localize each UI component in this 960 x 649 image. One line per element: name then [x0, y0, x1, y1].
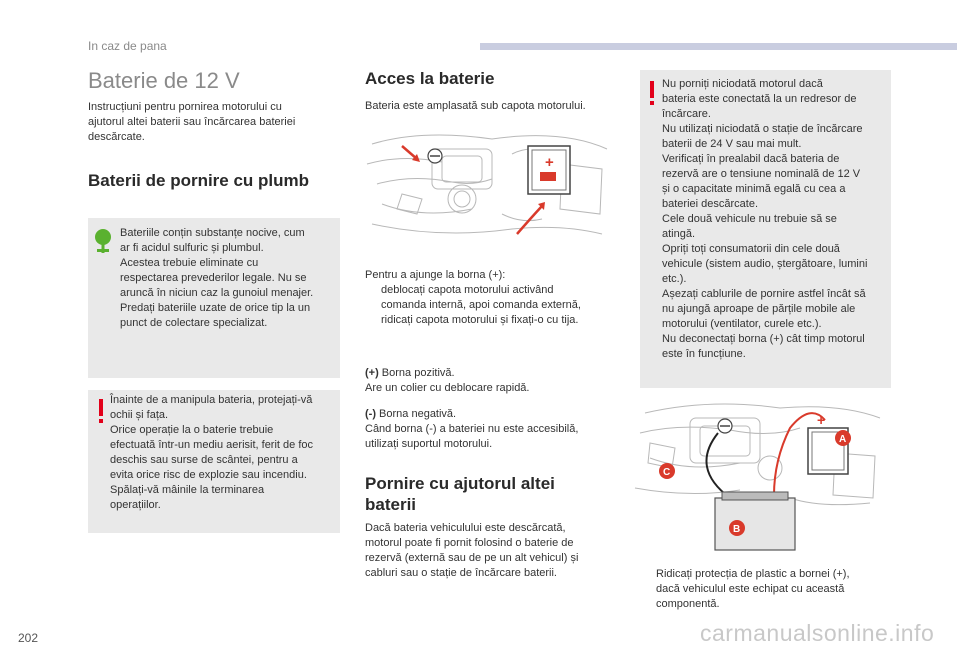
- list-item: ridicați capota motorului și fixați-o cu tija.: [381, 314, 579, 326]
- list-item: Ridicați protecția de plastic a bornei (+), dacă vehiculul este echipat cu această componentă.: [656, 568, 850, 610]
- negative-terminal-label: (-): [365, 408, 376, 420]
- car-battery-plus-symbol: +: [817, 412, 826, 428]
- subtitle-jump-start: Pornire cu ajutorul altei baterii: [365, 474, 555, 514]
- warning-exclamation-icon: [647, 80, 657, 106]
- page-number: 202: [18, 631, 39, 645]
- watermark: carmanualsonline.info: [700, 620, 935, 646]
- jump-start-text: Dacă bateria vehiculului este descărcată, motorul poate fi pornit folosind o baterie de rezervă (externă sau de pe un alt vehicul) și cabluri sau o stație de încărcare baterii.: [365, 522, 579, 579]
- eco-note-box: [88, 218, 340, 378]
- leaf-icon: [94, 228, 112, 254]
- jump-start-diagram: [630, 398, 895, 558]
- subtitle-battery-access: Acces la baterie: [365, 69, 495, 88]
- warning-note-text: Înainte de a manipula bateria, protejați-vă ochii și fața. Orice operație la o baterie trebuie efectuată într-un mediu aerisit, ferit de foc deschis sau surse de scântei, pentru a evita orice risc de explozie sau incendiu. Spălați-vă mâinile la terminarea operațiilor.: [110, 394, 313, 511]
- jump-start-warning-text: Nu porniți niciodată motorul dacă bateria este conectată la un redresor de încărcare. Nu utilizați niciodată o stație de încărcare baterii de 24 V sau mai mult. Verificați în prealabil dacă bateria de rezervă are o tensiune nominală de 12 V și o capacitate minimă egală cu cea a bateriei descărcate. Cele două vehicule nu trebuie să se atingă. Opriți toți consumatorii din cele două vehicule (sistem audio, ștergătoare, lumini etc.). Așezați cablurile de pornire astfel încât să nu ajungă aproape de părțile mobile ale motorului (ventilator, curele etc.). Nu deconectați borna (+) cât timp motorul este în funcțiune.: [662, 78, 868, 360]
- battery-location-text: Bateria este amplasată sub capota motorului.: [365, 100, 586, 112]
- header-bar: [480, 43, 957, 50]
- positive-terminal-block: (+) Borna pozitivă. Are un colier cu deblocare rapidă.: [365, 366, 620, 396]
- positive-terminal-desc: Are un colier cu deblocare rapidă.: [365, 382, 530, 394]
- negative-terminal-block: (-) Borna negativă. Când borna (-) a bateriei nu este accesibilă, utilizați suportul motorului.: [365, 407, 620, 452]
- engine-bay-illustration: [362, 124, 617, 246]
- positive-terminal-label: (+): [365, 367, 379, 379]
- label-c: C: [663, 467, 671, 478]
- access-steps-list: [365, 283, 620, 328]
- battery-plus-symbol: +: [545, 154, 554, 171]
- jump-steps-list: [640, 567, 890, 612]
- steps-intro: Pentru a ajunge la borna (+):: [365, 269, 506, 281]
- label-b: B: [733, 524, 741, 535]
- eco-note-text: Bateriile conțin substanțe nocive, cum ar fi acidul sulfuric și plumbul. Acestea trebuie eliminate cu respectarea prevederilor legale. Nu se aruncă în niciun caz la gunoiul menajer. Predați bateriile uzate de orice tip la un punct de colectare specializat.: [120, 227, 314, 329]
- subtitle-lead-batteries: Baterii de pornire cu plumb: [88, 171, 310, 190]
- jump-start-warning-box: [640, 70, 891, 388]
- warning-exclamation-icon: [96, 398, 106, 424]
- negative-terminal-desc: Când borna (-) a bateriei nu este accesibilă, utilizați suportul motorului.: [365, 423, 579, 450]
- warning-note-box: [88, 390, 340, 533]
- section-header: In caz de pana: [88, 39, 167, 53]
- list-item: deblocați capota motorului activând comanda internă, apoi comanda externă,: [381, 284, 581, 311]
- page-title: Baterie de 12 V: [88, 68, 240, 93]
- label-a: A: [839, 434, 847, 445]
- intro-text: Instrucțiuni pentru pornirea motorului cu ajutorul altei baterii sau încărcarea bateriei descărcate.: [88, 101, 296, 143]
